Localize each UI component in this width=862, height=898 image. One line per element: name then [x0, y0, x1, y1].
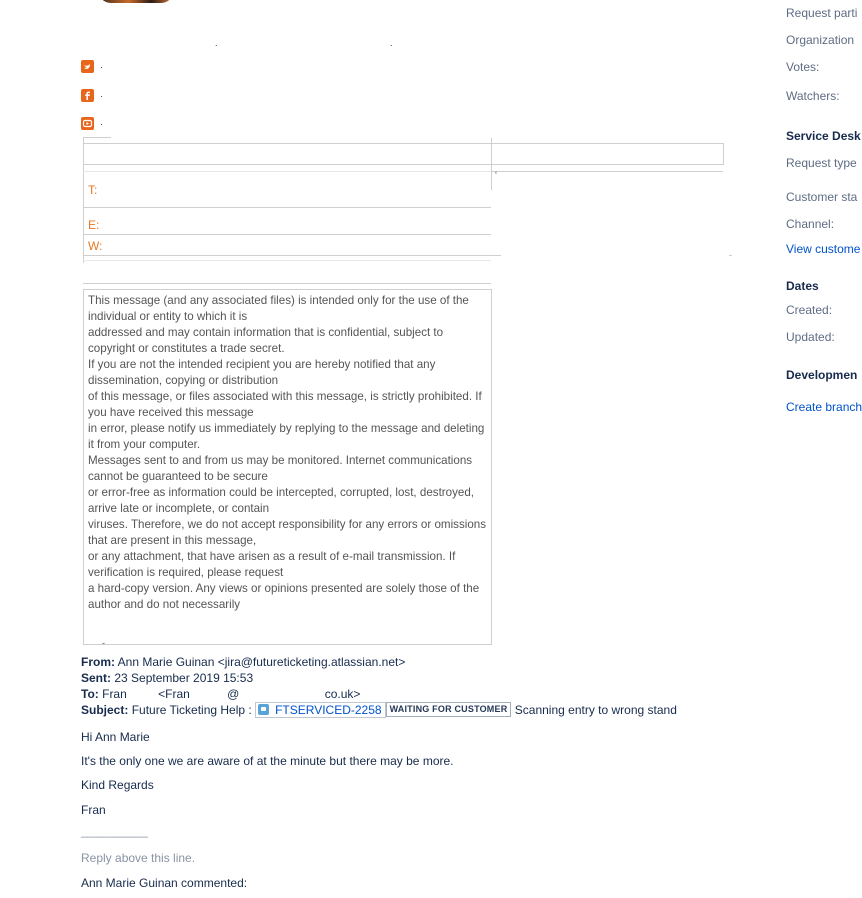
disclaimer-line: or error-free as information could be intercepted, corrupted, lost, destroyed, arrive late or incomplete, or contain — [88, 486, 475, 515]
service-request-icon — [258, 704, 269, 715]
disclaimer-line: Messages sent to and from us may be monitored. Internet communications cannot be guaranteed to be secure — [88, 454, 473, 483]
disclaimer-line: a hard-copy version. Any views or opinions presented are solely those of the author and do not necessarily — [88, 582, 480, 611]
disclaimer-line: of this message, or files associated with this message, is strictly prohibited. If you have received this message — [88, 390, 482, 419]
table-border — [729, 255, 732, 256]
social-dot: · — [100, 119, 103, 129]
disclaimer-line: or any attachment, that have arisen as a result of e-mail transmission. If verification is required, please request — [88, 550, 456, 579]
twitter-icon[interactable] — [81, 60, 94, 73]
to-label: To: — [81, 687, 99, 701]
email-body-line: It's the only one we are aware of at the minute but there may be more. — [81, 754, 454, 768]
sidebar-development-heading: Developmen — [786, 368, 858, 382]
to-address-domain: co.uk> — [324, 687, 361, 701]
separator-dot: . — [390, 38, 393, 48]
table-border — [83, 260, 491, 261]
sent-value: 23 September 2019 15:53 — [114, 671, 254, 685]
table-border — [83, 137, 111, 138]
create-branch-link[interactable]: Create branch — [786, 400, 862, 414]
sent-label: Sent: — [81, 671, 111, 685]
contact-web-label: W: — [88, 239, 103, 253]
from-label: From: — [81, 655, 115, 669]
sidebar-request-type: Request type — [786, 156, 857, 170]
table-border — [83, 138, 84, 263]
status-badge: WAITING FOR CUSTOMER — [386, 702, 512, 717]
disclaimer-trailer: - — [102, 638, 105, 648]
email-signature: Fran — [81, 803, 106, 817]
sidebar-watchers: Watchers: — [786, 89, 840, 103]
subject-suffix: Scanning entry to wrong stand — [514, 703, 677, 717]
to-name: Fran — [102, 687, 127, 701]
to-address-open: <Fran — [158, 687, 190, 701]
sidebar-updated: Updated: — [786, 330, 835, 344]
email-regards: Kind Regards — [81, 778, 154, 792]
sidebar-channel: Channel: — [786, 217, 835, 231]
disclaimer-box — [83, 289, 492, 648]
disclaimer-line: This message (and any associated files) is intended only for the use of the individual or entity to which it is — [88, 294, 469, 323]
table-border — [83, 164, 723, 165]
email-sent-line — [81, 670, 253, 686]
table-border — [491, 171, 723, 172]
email-subject-line — [81, 702, 677, 718]
to-address-at: @ — [227, 687, 240, 701]
contact-email-label: E: — [88, 218, 100, 232]
table-border — [83, 234, 491, 235]
separator-dot: ‘ — [495, 170, 497, 180]
youtube-icon[interactable] — [81, 117, 94, 130]
from-value: Ann Marie Guinan <jira@futureticketing.atlassian.net> — [117, 655, 406, 669]
sidebar-votes: Votes: — [786, 60, 820, 74]
social-dot: · — [100, 91, 103, 101]
view-customer-link[interactable]: View custome — [786, 242, 861, 256]
email-to-line — [81, 686, 360, 702]
sidebar-created: Created: — [786, 303, 833, 317]
comment-header: Ann Marie Guinan commented: — [81, 876, 248, 890]
issue-key[interactable]: FTSERVICED-2258 — [275, 703, 382, 717]
contact-phone-label: T: — [88, 183, 98, 197]
disclaimer-line: If you are not the intended recipient you are hereby notified that any dissemination, copying or distribution — [88, 358, 436, 387]
table-border — [83, 255, 501, 256]
table-border — [83, 283, 491, 284]
disclaimer-line: viruses. Therefore, we do not accept responsibility for any errors or omissions that are present in this message, — [88, 518, 487, 547]
sidebar-dates-heading: Dates — [786, 279, 819, 293]
sidebar-request-participants: Request parti — [786, 6, 858, 20]
disclaimer-line: addressed and may contain information that is confidential, subject to copyright or constitutes a trade secret. — [88, 326, 444, 355]
table-border — [723, 143, 724, 165]
table-border — [83, 171, 491, 172]
sidebar-organizations: Organization — [786, 33, 855, 47]
table-border — [83, 143, 723, 144]
reply-above-line: Reply above this line. — [81, 851, 196, 865]
avatar-image — [98, 0, 174, 3]
table-border — [83, 207, 491, 208]
email-from-line — [81, 654, 405, 670]
email-greeting: Hi Ann Marie — [81, 730, 150, 744]
separator-dot: . — [215, 38, 218, 48]
subject-label: Subject: — [81, 703, 129, 717]
sidebar-customer-status: Customer sta — [786, 190, 858, 204]
social-dot: · — [100, 62, 103, 72]
subject-prefix: Future Ticketing Help : — [131, 703, 252, 717]
disclaimer-line: in error, please notify us immediately by replying to the message and deleting it from your computer. — [88, 422, 485, 451]
email-separator: __________ — [81, 824, 148, 838]
issue-link[interactable] — [255, 702, 385, 718]
facebook-icon[interactable] — [81, 89, 94, 102]
sidebar-service-desk-heading: Service Desk — [786, 129, 861, 143]
